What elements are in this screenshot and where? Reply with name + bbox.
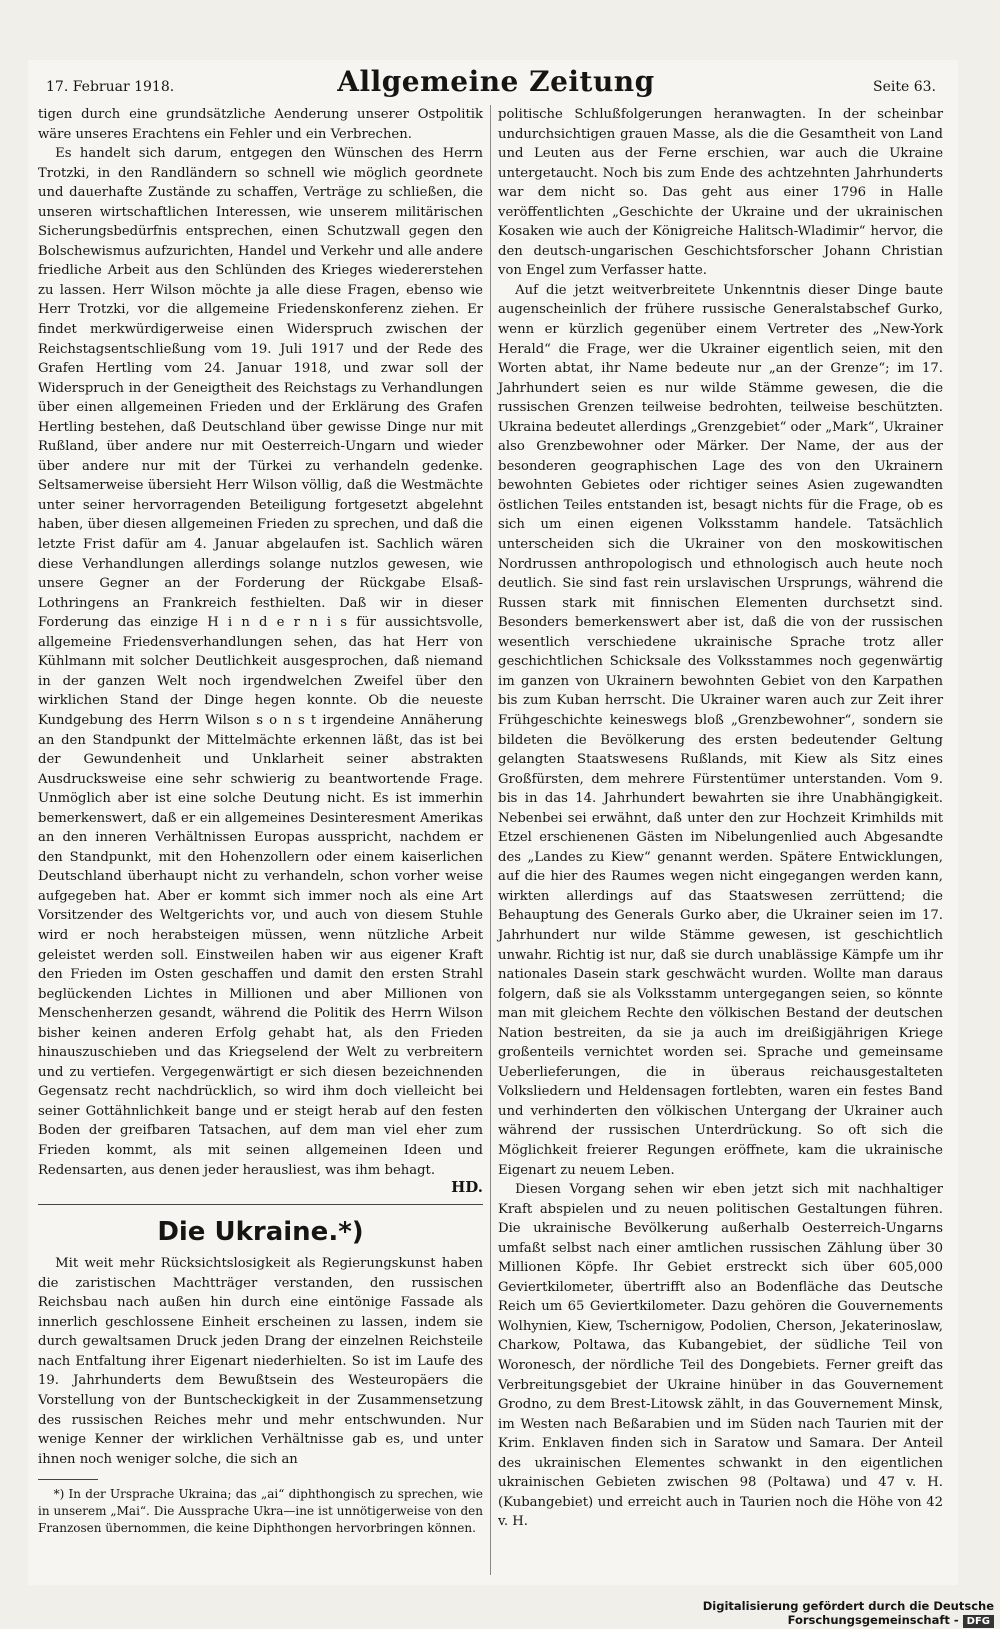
dfg-logo: DFG bbox=[963, 1615, 994, 1628]
issue-date: 17. Februar 1918. bbox=[46, 79, 175, 95]
right-column bbox=[498, 105, 943, 1532]
paragraph: Diesen Vorgang sehen wir eben jetzt sich mit nachhaltiger Kraft abspielen und zu neuen politischen Gestaltungen führen. Die ukrainische Bevölkerung außerhalb Oesterreich-Ungarns umfaßt selbst nach einer amtlichen russischen Zählung über 30 Millionen Köpfe. Ihr Gebiet erstreckt sich über 605,000 Geviertkilometer, übertrifft also an Bodenfläche das Deutsche Reich um 65 Geviertkilometer. Dazu gehören die Gouvernements Wolhynien, Kiew, Tschernigow, Podolien, Cherson, Jekaterinoslaw, Charkow, Poltawa, das Kubangebiet, der südliche Teil von Woronesch, der nördliche Teil des Dongebiets. Ferner greift das Verbreitungsgebiet der Ukraine hinüber in das Gouvernement Grodno, zu dem Brest-Litowsk zählt, in das Gouvernement Minsk, im Westen nach Beßarabien und im Süden nach Taurien mit der Krim. Enklaven finden sich in Saratow und Samara. Der Anteil des ukrainischen Elementes schwankt in den eigentlichen ukrainischen Gebieten zwischen 98 (Poltawa) und 47 v. H. (Kubangebiet) und erreicht auch in Taurien noch die Höhe von 42 v. H. bbox=[498, 1182, 943, 1530]
column-rule bbox=[490, 105, 491, 1575]
paragraph: politische Schlußfolgerungen heranwagten. In der scheinbar undurchsichtigen grauen Masse, als die die Gesamtheit von Land und Leuten aus der Ferne erschien, war auch die Ukraine untergetaucht. Noch bis zum Ende des achtzehnten Jahrhunderts war dem nicht so. Das geht aus einer 1796 in Halle veröffentlichten „Geschichte der Ukraine und der ukrainischen Kosaken wie auch der Königreiche Halitsch-Wladimir“ hervor, die den deutsch-ungarischen Geschichtsforscher Johann Christian von Engel zum Verfasser hatte. bbox=[498, 107, 943, 279]
newspaper-page bbox=[28, 60, 958, 1585]
section-divider bbox=[38, 1204, 483, 1205]
masthead-title: Allgemeine Zeitung bbox=[337, 65, 655, 98]
paragraph: Auf die jetzt weitverbreitete Unkenntnis dieser Dinge baute augenscheinlich der frühere russische Generalstabschef Gurko, wenn er kürzlich gegenüber einem Vertreter des „New-York Herald“ die Frage, wer die Ukrainer eigentlich seien, mit den Worten abtat, ihr Name bedeute nur „an der Grenze“; im 17. Jahrhundert seien es nur wilde Stämme gewesen, die die russischen Grenzen teilweise bedrohten, teilweise beschützten. Ukraina bedeutet allerdings „Grenzgebiet“ oder „Mark“, Ukrainer also Grenzbewohner oder Märker. Der Name, der aus der besonderen geographischen Lage des von den Ukrainern bewohnten Gebietes oder richtiger seines Asien zugewandten östlichen Teiles entstanden ist, besagt nichts für die Frage, ob es sich um einen eigenen Volksstamm handele. Tatsächlich unterscheiden sich die Ukrainer von den moskowitischen Nordrussen anthropologisch und ethnologisch auch heute noch deutlich. Sie sind fast rein urslavischen Ursprungs, während die Russen stark mit finnischen Elementen durchsetzt sind. Besonders bemerkenswert aber ist, daß die von der russischen wesentlich verschiedene ukrainische Sprache trotz aller geschichtlichen Schicksale des Volksstammes noch gegenwärtig im ganzen von Ukrainern bewohnten Gebiet von den Karpathen bis zum Kuban herrscht. Die Ukrainer waren auch zur Zeit ihrer Frühgeschichte keineswegs bloß „Grenzbewohner“, sondern sie bildeten die Bevölkerung des ersten bedeutender Geltung gelangten Staatswesens Rußlands, mit Kiew als Sitz eines Großfürsten, dem mehrere Fürstentümer unterstanden. Vom 9. bis in das 14. Jahrhundert bewahrten sie ihre Unabhängigkeit. Nebenbei sei erwähnt, daß unter den zur Hochzeit Krimhilds mit Etzel erschienenen Gästen im Nibelungenlied auch Abgesandte des „Landes zu Kiew“ genannt werden. Spätere Entwicklungen, auf die hier des Raumes wegen nicht eingegangen werden kann, wirkten allerdings auf das Staatswesen zerrüttend; die Behauptung des Generals Gurko aber, die Ukrainer seien im 17. Jahrhundert nur wilde Stämme gewesen, ist geschichtlich unwahr. Richtig ist nur, daß sie durch unablässige Kämpfe um ihr nationales Dasein stark geschwächt wurden. Wollte man daraus folgern, daß sie als Volksstamm untergegangen seien, so könnte man mit gleichem Rechte den völkischen Bestand der deutschen Nation bestreiten, da sie ja auch im dreißigjährigen Kriege großenteils vernichtet worden sei. Sprache und gemeinsame Ueberlieferungen, die in überaus reichausgestalteten Volksliedern und Heldensagen fortlebten, waren ein festes Band und verhinderten den völkischen Untergang der Ukrainer auch während der russischen Unterdrückung. So oft sich die Möglichkeit freierer Regungen eröffnete, kam die ukrainische Eigenart zu neuem Leben. bbox=[498, 282, 943, 1178]
article-title: Die Ukraine.*) bbox=[157, 1216, 364, 1247]
paragraph: Es handelt sich darum, entgegen den Wünschen des Herrn Trotzki, in den Randländern so schnell wie möglich geordnete und dauerhafte Zustände zu schaffen, Verträge zu schließen, die unseren wirtschaftlichen Interessen, wie unserem militärischen Sicherungsbedürfnis entsprechen, einen Schutzwall gegen den Bolschewismus aufzurichten, Handel und Verkehr und alle andere friedliche Arbeit aus den Schlünden des Krieges wiedererstehen zu lassen. Herr Wilson möchte ja alle diese Fragen, ebenso wie Herr Trotzki, vor die allgemeine Friedenskonferenz ziehen. Er findet merkwürdigerweise einen Widerspruch zwischen der Reichstagsentschließung vom 19. Juli 1917 und der Rede des Grafen Hertling vom 24. Januar 1918, und zwar soll der Widerspruch in der Geneigtheit des Reichstags zu Verhandlungen über einen allgemeinen Frieden und der Erklärung des Grafen Hertling bestehen, daß Deutschland über gewisse Dinge nur mit Rußland, über andere nur mit Oesterreich-Ungarn und wieder über andere nur mit der Türkei zu verhandeln gedenke. Seltsamerweise übersieht Herr Wilson völlig, daß die Westmächte unter seiner hervorragenden Beteiligung fortgesetzt abgelehnt haben, über diesen allgemeinen Frieden zu sprechen, und daß die letzte Frist dafür am 4. Januar abgelaufen ist. Sachlich wären diese Verhandlungen allerdings solange nutzlos gewesen, wie unsere Gegner an der Forderung der Rückgabe Elsaß-Lothringens an Frankreich festhielten. Daß wir in dieser Forderung das einzige H i n d e r n i s für aussichtsvolle, allgemeine Friedensverhandlungen sehen, das hat Herr von Kühlmann mit solcher Deutlichkeit ausgesprochen, daß niemand in der ganzen Welt noch irgendwelchen Zweifel über den wirklichen Stand der Dinge hegen konnte. Ob die neueste Kundgebung des Herrn Wilson s o n s t irgendeine Annäherung an den Standpunkt der Mittelmächte erkennen läßt, das ist bei der Gewundenheit und Unklarheit seiner abstrakten Ausdrucksweise eine sehr schwierig zu beantwortende Frage. Unmöglich aber ist eine solche Deutung nicht. Es ist immerhin bemerkenswert, daß er ein allgemeines Desinteresment Amerikas an den inneren Verhältnissen Europas ausspricht, nachdem er den Standpunkt, mit den Hohenzollern oder einem kaiserlichen Deutschland überhaupt nicht zu verhandeln, schon vorher weise aufgegeben hat. Aber er kommt sich immer noch als eine Art Vorsitzender des Weltgerichts vor, und auch von diesem Stuhle wird er noch herabsteigen müssen, wenn nützliche Arbeit geleistet werden soll. Einstweilen haben wir aus eigener Kraft den Frieden im Osten geschaffen und damit den ersten Strahl beglückenden Lichtes in Millionen und aber Millionen von Menschenherzen gesandt, während die Politik des Herrn Wilson bisher keinen anderen Erfolg gehabt hat, als den Frieden hinauszuschieben und das Kriegselend der Welt zu verbreitern und zu vertiefen. Vergegenwärtigt er sich diesen bezeichnenden Gegensatz recht nachdrücklich, so wird ihm doch vielleicht bei seiner Gottähnlichkeit bange und er steigt herab auf den festen Boden der greifbaren Tatsachen, auf dem man viel eher zum Frieden kommt, als mit seinen allgemeinen Ideen und Redensarten, aus denen jeder herausliest, was ihm behagt. bbox=[38, 146, 483, 1178]
page-number: Seite 63. bbox=[873, 79, 936, 95]
digitization-credit bbox=[594, 1599, 994, 1627]
author-signature: HD. bbox=[451, 1178, 483, 1197]
footnote-rule bbox=[38, 1479, 98, 1480]
paragraph: Mit weit mehr Rücksichtslosigkeit als Regierungskunst haben die zaristischen Machtträger verstanden, den russischen Reichsbau nach außen hin durch eine eintönige Fassade als innerlich geschlossene Einheit erscheinen zu lassen, indem sie durch gewaltsamen Druck jeden Drang der einzelnen Reichsteile nach Entfaltung ihrer Eigenart niederhielten. So ist im Laufe des 19. Jahrhunderts dem Bewußtsein des Westeuropäers die Vorstellung von der Buntscheckigkeit in der Zusammensetzung des russischen Reiches mehr und mehr entschwunden. Nur wenige Kenner der wirklichen Verhältnisse gab es, und unter ihnen noch weniger solche, die sich an bbox=[38, 1256, 483, 1467]
paragraph: tigen durch eine grundsätzliche Aenderung unserer Ostpolitik wäre unseres Erachtens ein Fehler und ein Verbrechen. bbox=[38, 107, 483, 142]
left-column bbox=[38, 105, 483, 1537]
footnote: *) In der Ursprache Ukraina; das „ai“ diphthongisch zu sprechen, wie in unserem „Mai“. Die Aussprache Ukra—ine ist unnötigerweise von den Franzosen übernommen, die keine Diphthongen hervorbringen können. bbox=[38, 1487, 483, 1536]
credit-text: Digitalisierung gefördert durch die Deutsche Forschungsgemeinschaft - bbox=[702, 1599, 994, 1627]
